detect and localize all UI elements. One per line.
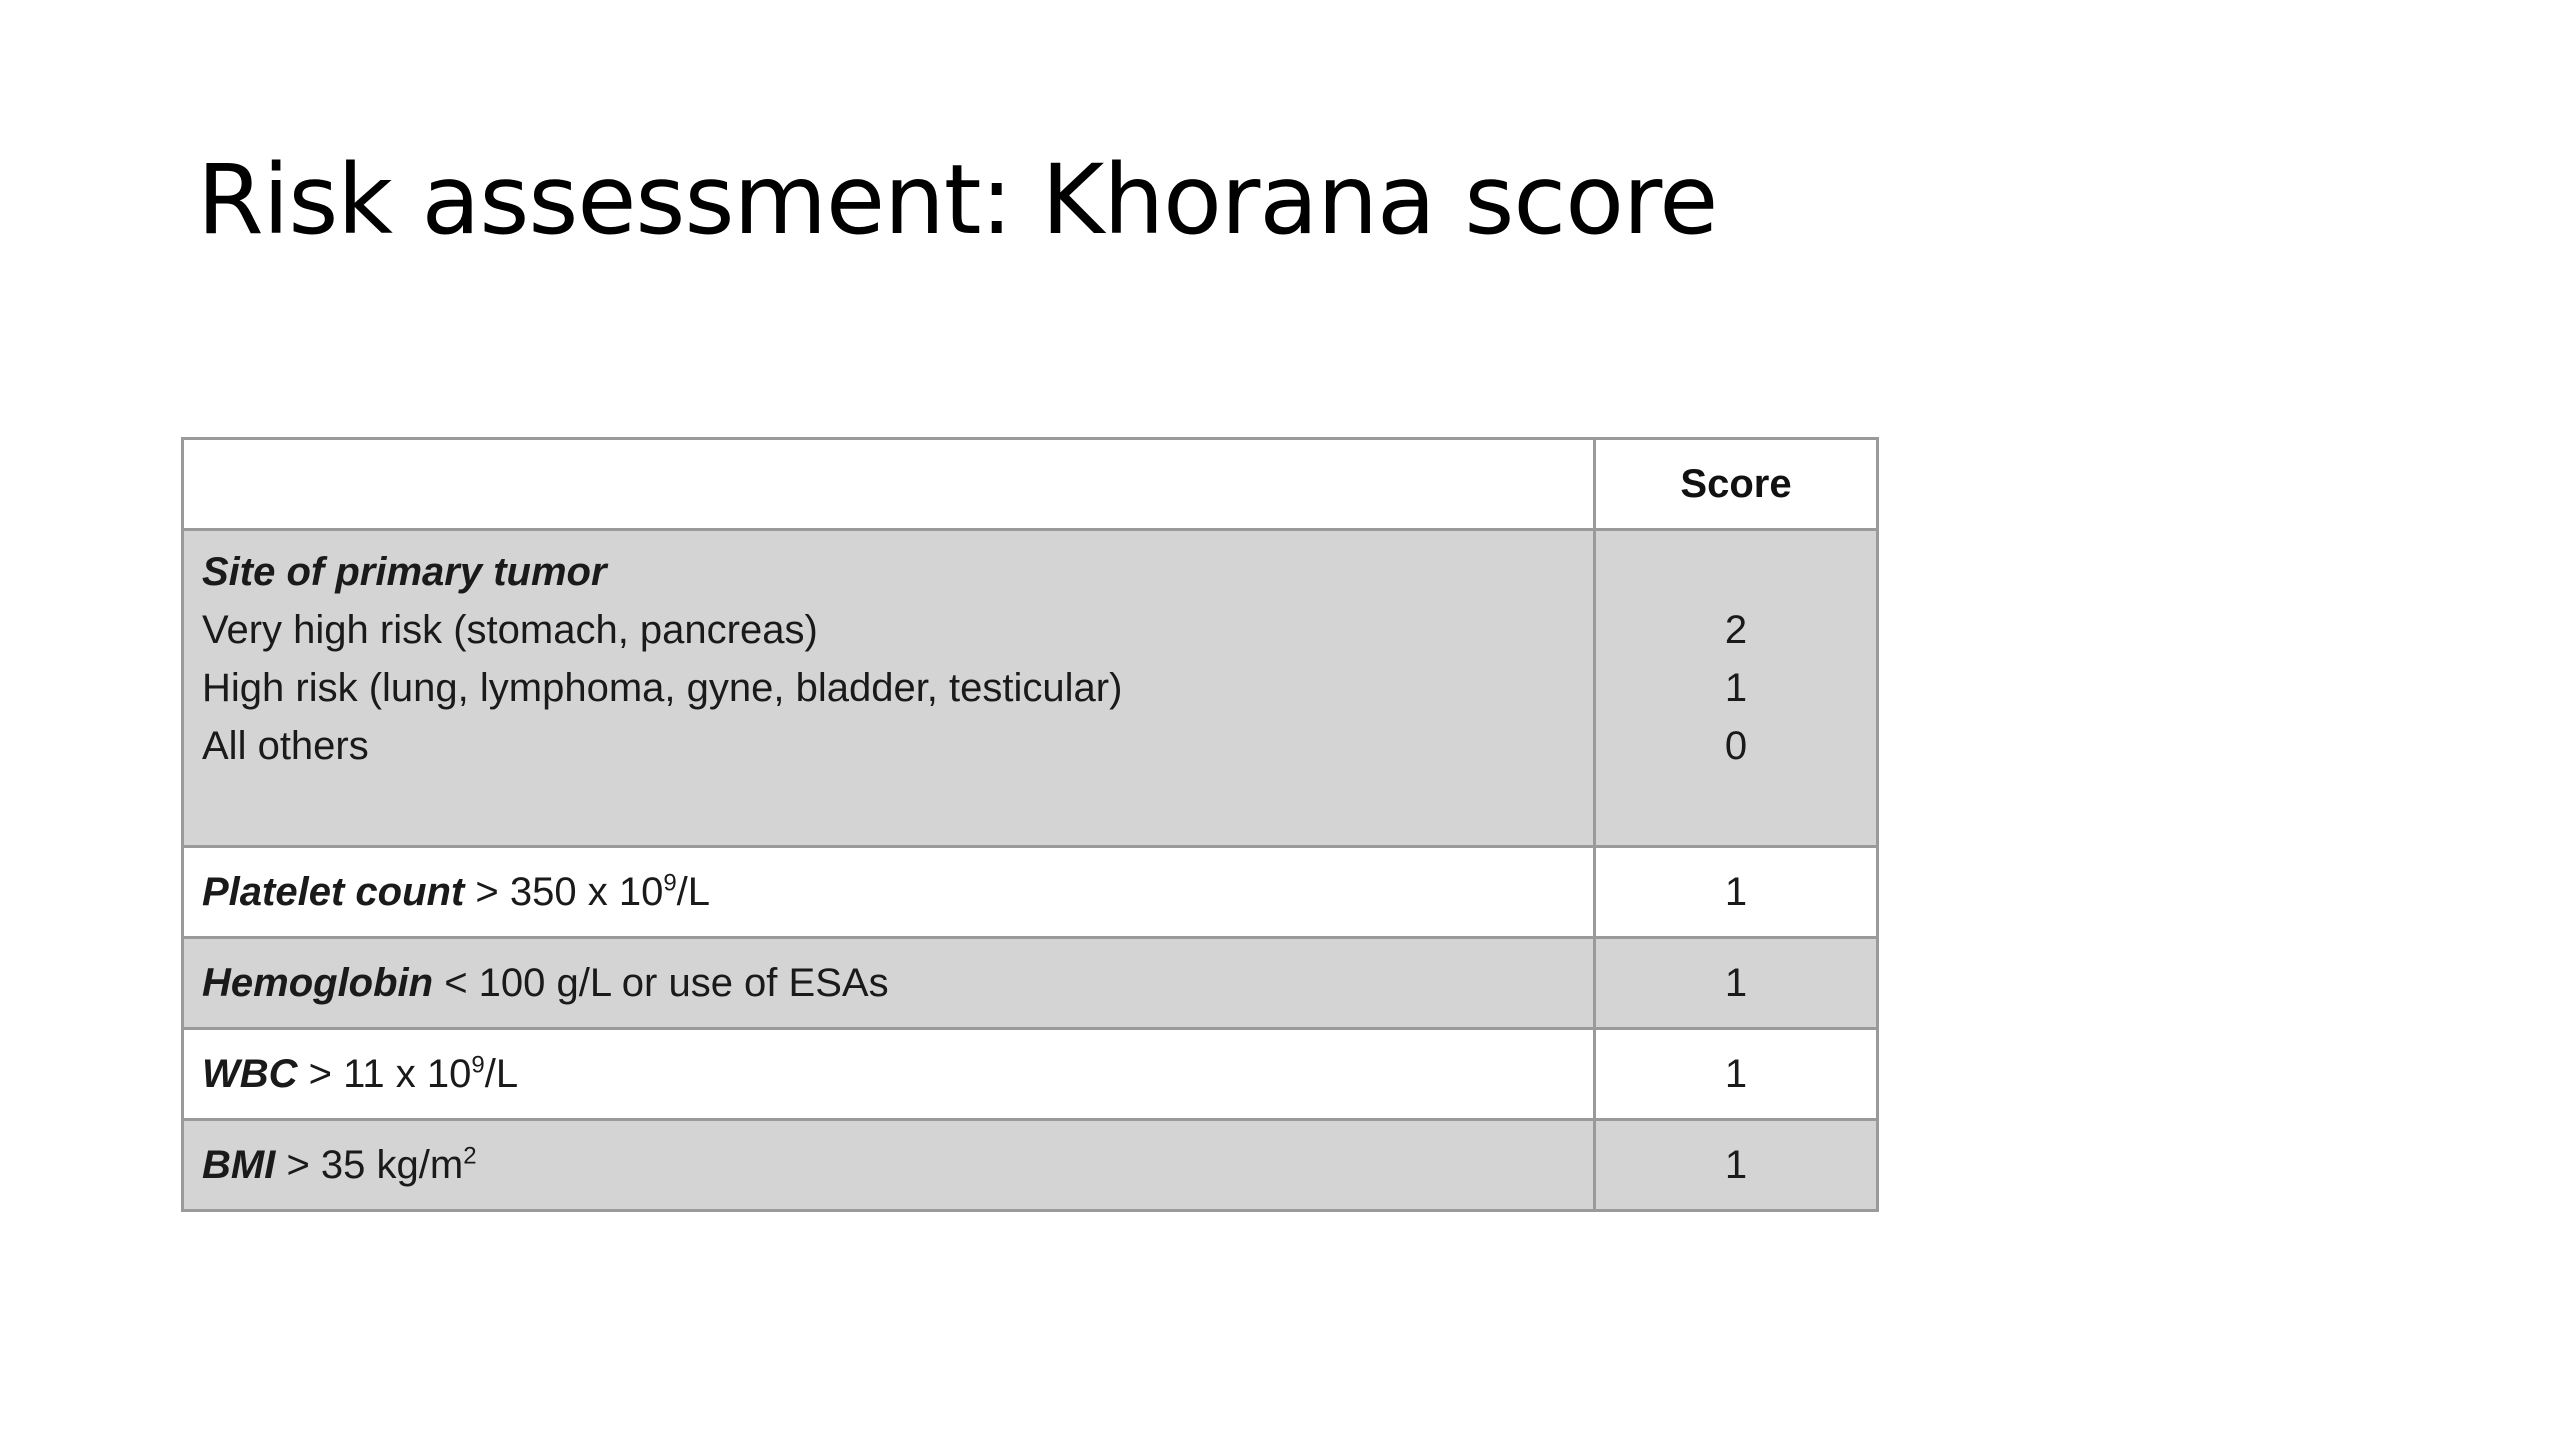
site-option-score: 1	[1724, 666, 1748, 710]
criterion-label: Platelet count	[202, 869, 465, 914]
criterion-label: WBC	[202, 1051, 298, 1096]
site-group-label: Site of primary tumor	[202, 550, 607, 594]
table-row-hemoglobin	[183, 938, 1878, 1029]
score-cell: 1	[1595, 1029, 1878, 1120]
score-cell: 1	[1595, 938, 1878, 1029]
criterion-exponent: 9	[663, 869, 677, 897]
criterion-cell	[183, 1120, 1595, 1211]
criterion-cell	[183, 847, 1595, 938]
table-header-row	[183, 439, 1878, 530]
criterion-threshold: < 100 g/L or use of ESAs	[433, 960, 889, 1005]
table-row-wbc	[183, 1029, 1878, 1120]
criterion-exponent: 2	[463, 1142, 477, 1170]
slide-title: Risk assessment: Khorana score	[197, 144, 1718, 256]
criterion-threshold: > 35 kg/m	[275, 1142, 464, 1187]
site-of-primary-tumor-row	[183, 530, 1878, 847]
table-row-bmi	[183, 1120, 1878, 1211]
criterion-header-cell	[183, 439, 1595, 530]
score-cell: 1	[1595, 1120, 1878, 1211]
site-option-label: Very high risk (stomach, pancreas)	[202, 608, 818, 652]
criterion-threshold: > 350 x 10	[464, 869, 664, 914]
site-option-label: All others	[202, 724, 369, 768]
criterion-unit: /L	[484, 1051, 519, 1096]
site-option-score: 0	[1724, 724, 1748, 768]
site-criteria-cell	[183, 530, 1595, 847]
site-option-label: High risk (lung, lymphoma, gyne, bladder, testicular)	[202, 666, 1123, 710]
criterion-threshold: > 11 x 10	[297, 1051, 472, 1096]
criterion-label: BMI	[202, 1142, 276, 1187]
table-row-platelet-count	[183, 847, 1878, 938]
score-header-cell: Score	[1595, 439, 1878, 530]
khorana-score-table	[181, 437, 1879, 1212]
site-score-cell	[1595, 530, 1878, 847]
criterion-exponent: 9	[471, 1051, 485, 1079]
criterion-cell	[183, 1029, 1595, 1120]
site-option-score: 2	[1724, 608, 1748, 652]
criterion-label: Hemoglobin	[202, 960, 434, 1005]
criterion-cell	[183, 938, 1595, 1029]
criterion-unit: /L	[676, 869, 711, 914]
score-cell: 1	[1595, 847, 1878, 938]
